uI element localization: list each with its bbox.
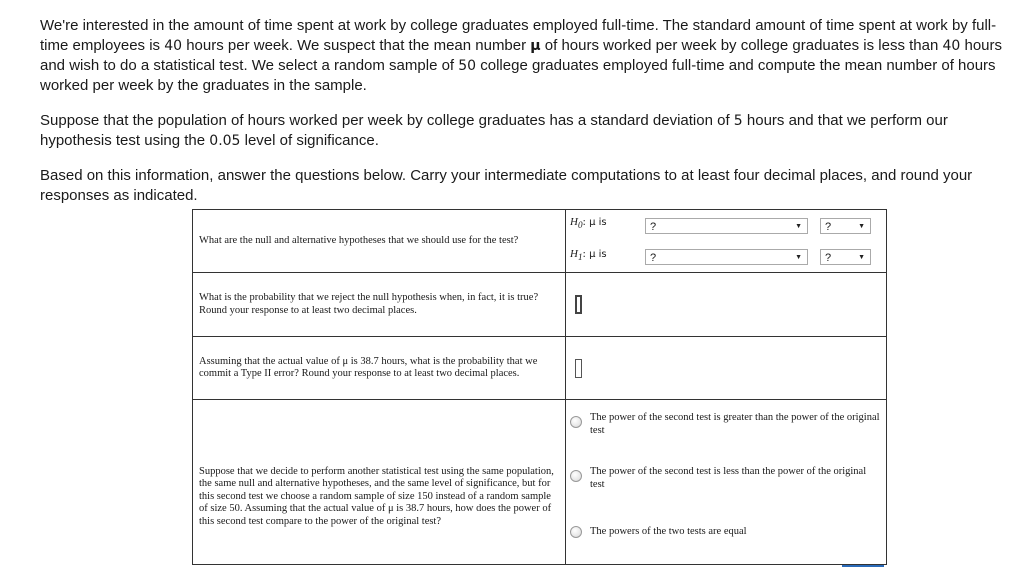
triangle-down-icon: ▼ — [795, 254, 802, 261]
question-text: What are the null and alternative hypotheses that we should use for the test? — [199, 234, 519, 246]
number: 40 — [942, 38, 961, 54]
power-option-less[interactable] — [570, 466, 882, 491]
text: of hours worked per week by college graduates is less than — [540, 37, 943, 54]
number: 0.05 — [209, 133, 241, 149]
answer-type-1 — [566, 273, 887, 337]
answer-type-2 — [566, 337, 887, 400]
h1-relation-select[interactable] — [645, 249, 808, 265]
question-text: Assuming that the actual value of μ is 38.7 hours, what is the probability that we commit a Type II error? Round your response to at least two decimal places. — [199, 355, 538, 379]
select-value: ? — [825, 252, 832, 264]
question-type-2 — [193, 337, 566, 400]
text: hours per week. We suspect that the mean number — [182, 37, 531, 54]
h1-value-select[interactable] — [820, 249, 871, 265]
h1-row — [570, 248, 640, 264]
text: hours and wish to do a statistical test. We select a random sample of — [40, 37, 1003, 74]
h0-relation-select[interactable] — [645, 218, 808, 234]
question-table — [192, 209, 887, 565]
question-row-2 — [193, 273, 887, 337]
h1-label — [570, 248, 640, 264]
number: 50 — [458, 58, 477, 74]
h-subscript: 1 — [577, 252, 583, 263]
h0-value-select[interactable] — [820, 218, 871, 234]
text: hours and that we perform our hypothesis test using the — [40, 112, 948, 149]
scrollbar-indicator — [842, 565, 884, 567]
mu-symbol: μ — [530, 38, 541, 54]
select-value: ? — [650, 221, 657, 233]
h-letter: H — [570, 216, 578, 228]
text: We're interested in the amount of time spent at work by college graduates employed full-time. The standard amount of time spent at work by full-time employees is — [40, 17, 997, 54]
option-text: The power of the second test is less than the power of the original test — [590, 466, 867, 490]
question-text: What is the probability that we reject the null hypothesis when, in fact, it is true? Round your response to at least two decimal places. — [199, 292, 539, 316]
answer-power — [566, 400, 887, 565]
option-text: The powers of the two tests are equal — [590, 526, 747, 537]
is-text: : μ is — [582, 217, 607, 228]
question-type-1 — [193, 273, 566, 337]
select-value: ? — [650, 252, 657, 264]
h-subscript: 0 — [577, 220, 583, 231]
type-1-probability-input[interactable] — [575, 295, 582, 314]
h0-label — [570, 216, 640, 232]
select-value: ? — [825, 221, 832, 233]
is-text: : μ is — [582, 249, 607, 260]
h0-row — [570, 216, 640, 232]
power-option-greater[interactable] — [570, 412, 882, 437]
type-2-probability-input[interactable] — [575, 359, 582, 378]
h-letter: H — [570, 248, 578, 260]
text: Suppose that the population of hours worked per week by college graduates has a standard deviation of — [40, 112, 734, 129]
power-option-equal[interactable] — [570, 526, 882, 539]
triangle-down-icon: ▼ — [858, 223, 865, 230]
intro-paragraph-3 — [40, 166, 1010, 206]
intro-paragraph-1 — [40, 16, 1010, 96]
question-text: Suppose that we decide to perform another statistical test using the same population, the same null and alternative hypotheses, and the same level of significance, but for this second test we choose a random sample of size 150 instead of a random sample of size 50. Assuming that the actual value of μ is 38.7 hours, how does the power of this second test compare to the power of the original test? — [199, 465, 554, 527]
radio-icon[interactable] — [570, 416, 582, 428]
radio-icon[interactable] — [570, 470, 582, 482]
triangle-down-icon: ▼ — [795, 223, 802, 230]
question-hypotheses — [193, 210, 566, 273]
triangle-down-icon: ▼ — [858, 254, 865, 261]
question-power — [193, 400, 566, 565]
number: 40 — [164, 38, 183, 54]
number: 5 — [733, 113, 743, 129]
text: college graduates employed full-time and compute the mean number of hours worked per week by the graduates in the sample. — [40, 57, 996, 94]
answer-hypotheses — [566, 210, 887, 273]
text: level of significance. — [240, 132, 379, 149]
question-row-1 — [193, 210, 887, 273]
question-row-3 — [193, 337, 887, 400]
question-row-4 — [193, 400, 887, 565]
intro-paragraph-2 — [40, 111, 1010, 151]
option-text: The power of the second test is greater than the power of the original test — [590, 412, 880, 436]
radio-icon[interactable] — [570, 526, 582, 538]
text: Based on this information, answer the questions below. Carry your intermediate computations to at least four decimal places, and round your responses as indicated. — [40, 167, 973, 204]
